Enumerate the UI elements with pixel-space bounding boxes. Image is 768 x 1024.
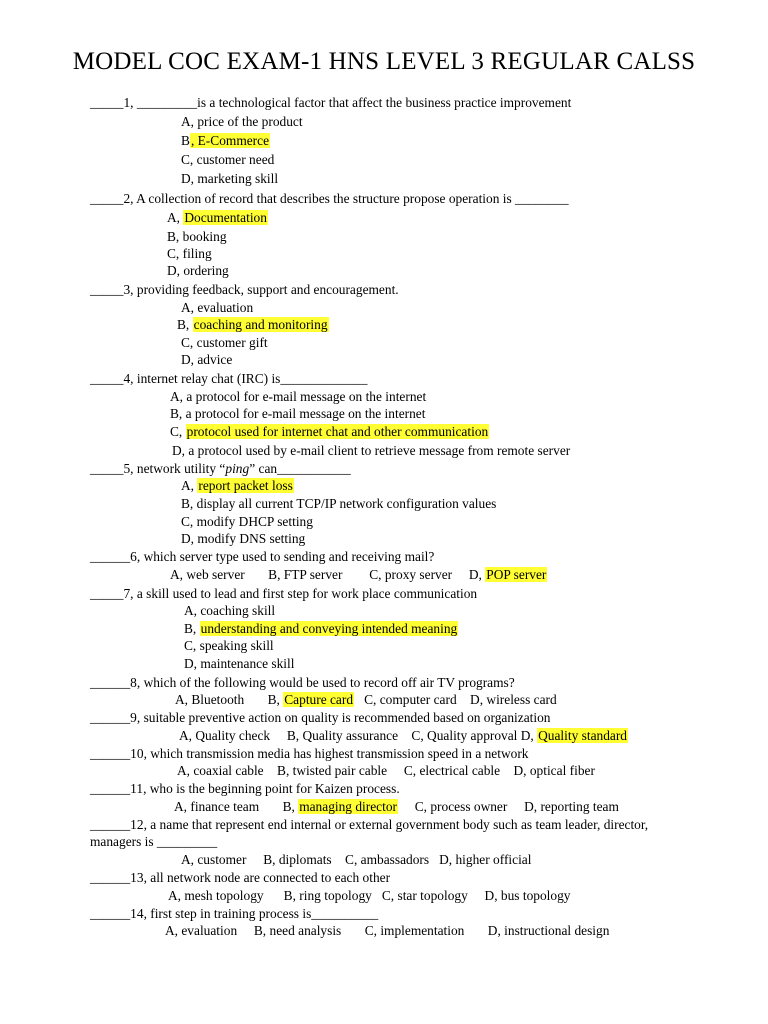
exam-line bbox=[90, 370, 367, 387]
line-text: ______14, first step in training process is__________ bbox=[90, 906, 379, 921]
line-text: B, a protocol for e-mail message on the internet bbox=[170, 406, 426, 421]
exam-line bbox=[90, 780, 400, 797]
line-text: C, bbox=[170, 424, 186, 439]
line-text: C, computer card D, wireless card bbox=[354, 692, 557, 707]
exam-line bbox=[184, 602, 275, 619]
exam-line bbox=[181, 513, 313, 530]
line-text: A, mesh topology B, ring topology C, star topology D, bus topology bbox=[168, 888, 571, 903]
exam-line bbox=[90, 674, 515, 691]
line-text: A, evaluation bbox=[181, 300, 254, 315]
line-text: A, Bluetooth B, bbox=[175, 692, 284, 707]
exam-line bbox=[181, 530, 305, 547]
exam-line bbox=[184, 620, 458, 637]
line-text: A, web server B, FTP server C, proxy server D, bbox=[170, 567, 486, 582]
line-text: ______10, which transmission media has highest transmission speed in a network bbox=[90, 746, 529, 761]
exam-line bbox=[181, 170, 278, 187]
exam-line bbox=[90, 548, 434, 565]
exam-line bbox=[90, 833, 217, 850]
line-text: A, Quality check B, Quality assurance C, Quality approval D, bbox=[179, 728, 538, 743]
line-text: _____3, providing feedback, support and encouragement. bbox=[90, 282, 399, 297]
exam-line bbox=[90, 94, 571, 111]
highlighted-answer: Capture card bbox=[284, 692, 354, 707]
highlighted-answer: understanding and conveying intended meaning bbox=[200, 621, 458, 636]
line-text: ______6, which server type used to sending and receiving mail? bbox=[90, 549, 435, 564]
exam-line bbox=[181, 299, 253, 316]
line-text: C, filing bbox=[167, 246, 212, 261]
exam-line bbox=[181, 851, 531, 868]
line-text: A, coaxial cable B, twisted pair cable C, electrical cable D, optical fiber bbox=[177, 763, 595, 778]
exam-line bbox=[90, 869, 390, 886]
line-text: ______13, all network node are connected to each other bbox=[90, 870, 391, 885]
exam-line bbox=[181, 334, 268, 351]
exam-line bbox=[90, 585, 477, 602]
exam-line bbox=[181, 495, 496, 512]
exam-line bbox=[177, 316, 329, 333]
line-text: C, customer need bbox=[181, 152, 275, 167]
line-text: _____5, network utility “ bbox=[90, 461, 226, 476]
line-text: ______9, suitable preventive action on quality is recommended based on organization bbox=[90, 710, 551, 725]
line-text: _____4, internet relay chat (IRC) is_____________ bbox=[90, 371, 368, 386]
exam-line bbox=[167, 262, 229, 279]
line-text: A, price of the product bbox=[181, 114, 303, 129]
line-text: C, modify DHCP setting bbox=[181, 514, 313, 529]
exam-line bbox=[179, 727, 628, 744]
exam-line bbox=[90, 816, 648, 833]
exam-title: MODEL COC EXAM-1 HNS LEVEL 3 REGULAR CALSS bbox=[72, 48, 696, 75]
highlighted-answer: report packet loss bbox=[198, 478, 293, 493]
line-text: A, finance team B, bbox=[174, 799, 299, 814]
line-text: ping bbox=[225, 461, 250, 476]
exam-line bbox=[181, 113, 303, 130]
highlighted-answer: Documentation bbox=[184, 210, 267, 225]
line-text: C, speaking skill bbox=[184, 638, 274, 653]
line-text: B, bbox=[177, 317, 193, 332]
exam-line bbox=[170, 388, 426, 405]
line-text: B, bbox=[184, 621, 200, 636]
exam-line bbox=[181, 151, 274, 168]
exam-line bbox=[170, 566, 547, 583]
line-text: ” can___________ bbox=[249, 461, 351, 476]
exam-line bbox=[165, 922, 609, 939]
exam-line bbox=[181, 132, 270, 149]
line-text: A, coaching skill bbox=[184, 603, 276, 618]
highlighted-answer: POP server bbox=[486, 567, 547, 582]
exam-line bbox=[90, 905, 378, 922]
line-text: A, customer B, diplomats C, ambassadors D, higher official bbox=[181, 852, 532, 867]
line-text: ______8, which of the following would be used to record off air TV programs? bbox=[90, 675, 515, 690]
line-text: A, a protocol for e-mail message on the internet bbox=[170, 389, 427, 404]
line-text: B, booking bbox=[167, 229, 227, 244]
exam-line bbox=[168, 887, 570, 904]
exam-line bbox=[90, 281, 399, 298]
exam-line bbox=[170, 405, 425, 422]
line-text: D, modify DNS setting bbox=[181, 531, 306, 546]
highlighted-answer: managing director bbox=[299, 799, 397, 814]
line-text: D, maintenance skill bbox=[184, 656, 295, 671]
line-text: B, display all current TCP/IP network configuration values bbox=[181, 496, 497, 511]
line-text: _____7, a skill used to lead and first step for work place communication bbox=[90, 586, 478, 601]
line-text: C, process owner D, reporting team bbox=[398, 799, 619, 814]
line-text: D, a protocol used by e-mail client to retrieve message from remote server bbox=[172, 443, 571, 458]
line-text: managers is _________ bbox=[90, 834, 218, 849]
highlighted-answer: protocol used for internet chat and other communication bbox=[186, 424, 489, 439]
exam-line bbox=[181, 351, 232, 368]
exam-line bbox=[184, 637, 274, 654]
exam-line bbox=[90, 745, 529, 762]
exam-line bbox=[90, 460, 351, 477]
line-text: D, ordering bbox=[167, 263, 229, 278]
line-text: _____1, _________is a technological factor that affect the business practice improvement bbox=[90, 95, 572, 110]
exam-line bbox=[181, 477, 294, 494]
exam-line bbox=[167, 228, 227, 245]
exam-line bbox=[167, 209, 268, 226]
line-text: C, customer gift bbox=[181, 335, 268, 350]
line-text: D, marketing skill bbox=[181, 171, 279, 186]
line-text: ______11, who is the beginning point for Kaizen process. bbox=[90, 781, 400, 796]
highlighted-answer: Quality standard bbox=[538, 728, 628, 743]
exam-line bbox=[177, 762, 595, 779]
exam-line bbox=[170, 423, 489, 440]
exam-line bbox=[167, 245, 212, 262]
highlighted-answer: , E-Commerce bbox=[190, 133, 270, 148]
exam-line bbox=[184, 655, 294, 672]
exam-line bbox=[175, 691, 557, 708]
exam-line bbox=[90, 709, 551, 726]
line-text: D, advice bbox=[181, 352, 233, 367]
exam-line bbox=[172, 442, 570, 459]
line-text: A, evaluation B, need analysis C, implementation D, instructional design bbox=[165, 923, 610, 938]
line-text: ______12, a name that represent end internal or external government body such as team leader, director, bbox=[90, 817, 649, 832]
highlighted-answer: coaching and monitoring bbox=[193, 317, 328, 332]
line-text: A, bbox=[167, 210, 184, 225]
exam-line bbox=[90, 190, 569, 207]
line-text: A, bbox=[181, 478, 198, 493]
line-text: _____2, A collection of record that describes the structure propose operation is ________ bbox=[90, 191, 569, 206]
exam-line bbox=[174, 798, 619, 815]
line-text: B bbox=[181, 133, 190, 148]
